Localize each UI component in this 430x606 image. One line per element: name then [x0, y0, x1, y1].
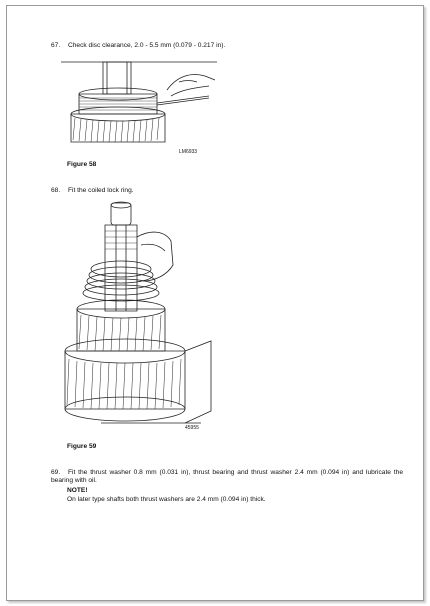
- step-text: Check disc clearance, 2.0 - 5.5 mm (0.079 - 0.217 in).: [68, 42, 226, 49]
- step-text: Fit the thrust washer 0.8 mm (0.031 in), thrust bearing and thrust washer 2.4 mm (0.094 in) and lubricate the bearing with oil.: [51, 469, 403, 484]
- figure-59-caption: Figure 59: [67, 443, 97, 450]
- figure-58-caption: Figure 58: [67, 161, 97, 168]
- step-number: 68.: [51, 187, 61, 194]
- step-number: 67.: [51, 42, 61, 49]
- figure-58-illustration: [59, 56, 219, 156]
- step-68: [51, 187, 134, 195]
- note-heading: NOTE!: [67, 487, 88, 494]
- step-67: [51, 42, 225, 50]
- note-text: On later type shafts both thrust washers are 2.4 mm (0.094 in) thick.: [67, 495, 266, 503]
- step-text: Fit the coiled lock ring.: [68, 187, 134, 194]
- figure-59-ref: 45955: [185, 425, 199, 431]
- figure-59-illustration: [61, 201, 221, 437]
- note-block: [67, 487, 403, 504]
- step-69: [51, 469, 403, 485]
- step-number: 69.: [51, 469, 61, 476]
- figure-58-ref: LM6933: [179, 149, 198, 155]
- manual-page: [6, 5, 424, 601]
